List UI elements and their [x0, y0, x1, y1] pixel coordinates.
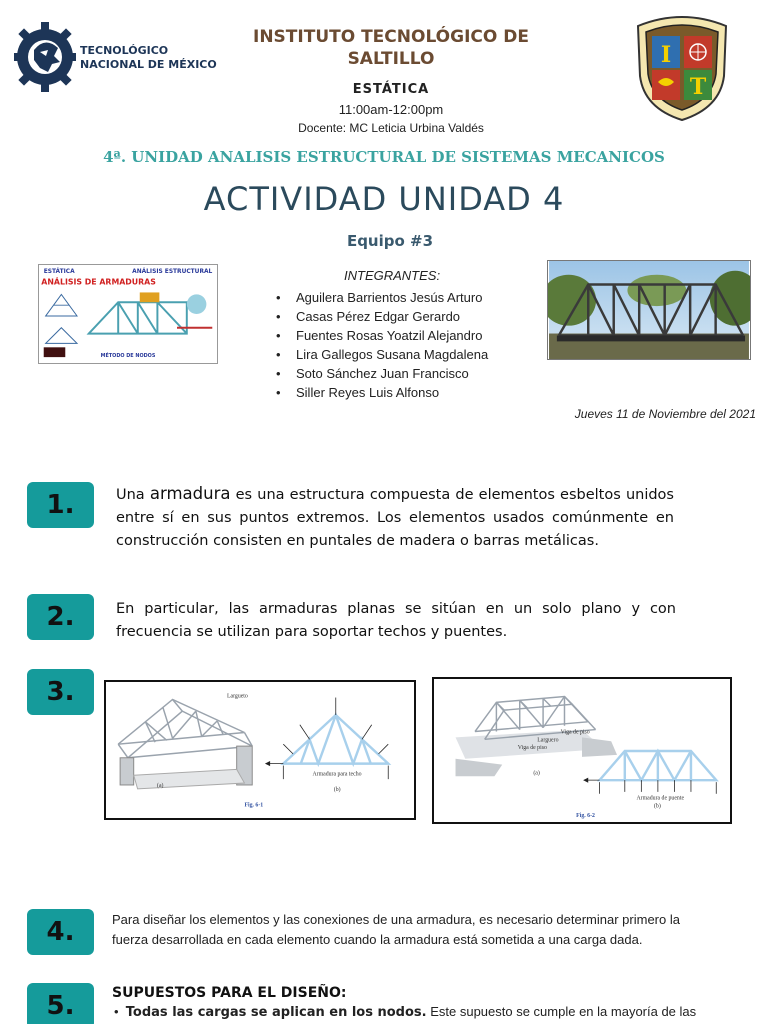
thumb-title: ANÁLISIS DE ARMADURAS [41, 277, 156, 287]
bridge-truss-figure [432, 677, 732, 824]
tecnm-text-line1: TECNOLÓGICO [80, 44, 169, 57]
activity-title: ACTIVIDAD UNIDAD 4 [203, 180, 565, 218]
crest-letter-i: I [660, 42, 672, 68]
fig-a-label-top: Largueto [226, 693, 248, 700]
fig-a-label-caption: Armadura para techo [312, 771, 362, 778]
itsaltillo-crest-icon [628, 12, 736, 124]
members-list [276, 288, 546, 402]
team-name: Equipo #3 [346, 232, 434, 250]
fig-a-label-b: (b) [333, 786, 341, 793]
assumption-1-bold: Todas las cargas se aplican en los nodos. [125, 1005, 427, 1020]
design-forces-paragraph: Para diseñar los elementos y las conexiones de una armadura, es necesario determinar primero la fuerza desarrollada en cada elemento cuando la armadura está sometida a una carga dada. [112, 912, 680, 947]
fig-b-label-b: (b) [653, 803, 661, 810]
thumb-footer: MÉTODO DE NODOS [100, 353, 156, 360]
institute-title-line1: INSTITUTO TECNOLÓGICO DE [253, 27, 529, 47]
fig-a-number: Fig. 6-1 [244, 802, 264, 809]
section-number-badge: 1. [27, 482, 94, 528]
course-name: ESTÁTICA [352, 82, 430, 97]
fig-b-number: Fig. 6-2 [576, 813, 595, 820]
member-item: • Fuentes Rosas Yoatzil Alejandro [276, 326, 546, 345]
fig-b-label-1: Viga de piso [560, 729, 590, 736]
institute-title [226, 26, 556, 70]
roof-truss-figure [104, 680, 416, 820]
section-number-badge: 4. [27, 909, 94, 955]
section-number-badge: 2. [27, 594, 94, 640]
fig-b-label-a: (a) [533, 770, 540, 777]
member-item: • Casas Pérez Edgar Gerardo [276, 307, 546, 326]
fig-b-label-caption: Armadura de puente [636, 795, 685, 802]
thumb-top-right: ANÁLISIS ESTRUCTURAL [132, 268, 213, 275]
planar-truss-paragraph: En particular, las armaduras planas se sitúan en un solo plano y con frecuencia se utilizan para soportar techos y puentes. [116, 601, 676, 640]
design-assumptions-title: SUPUESTOS PARA EL DISEÑO: [112, 985, 347, 1001]
section-number-badge: 5. [27, 983, 94, 1024]
design-assumption-item [114, 1004, 754, 1020]
institute-title-line2: SALTILLO [347, 49, 435, 69]
fig-b-label-2: Larguero [537, 737, 559, 744]
fig-b-label-3: Viga de piso [517, 745, 547, 752]
tecnm-text-line2: NACIONAL DE MÉXICO [80, 58, 217, 71]
unit-title: 4ª. UNIDAD ANALISIS ESTRUCTURAL DE SISTEMAS MECANICOS [103, 148, 665, 166]
member-item: • Siller Reyes Luis Alfonso [276, 383, 546, 402]
para-1-keyword: armadura [149, 484, 231, 503]
member-item: • Lira Gallegos Susana Magdalena [276, 345, 546, 364]
bullet-icon: • [114, 1004, 126, 1019]
assumption-1-rest: Este supuesto se cumple en la mayoría de las [426, 1004, 697, 1019]
truss-definition-paragraph [116, 482, 674, 553]
truss-analysis-thumbnail [38, 264, 218, 364]
thumb-top-left: ESTÁTICA [43, 268, 75, 275]
crest-letter-t: T [689, 74, 707, 100]
tecnm-logo [14, 12, 76, 102]
section-number-badge: 3. [27, 669, 94, 715]
truss-bridge-photo [547, 260, 751, 360]
fig-a-label-a: (a) [157, 782, 164, 789]
teacher-name: Docente: MC Leticia Urbina Valdés [298, 121, 484, 135]
document-date: Jueves 11 de Noviembre del 2021 [574, 407, 756, 421]
tecnm-wordmark [80, 44, 220, 72]
para-1-start: Una [116, 487, 150, 503]
member-item: • Aguilera Barrientos Jesús Arturo [276, 288, 546, 307]
course-schedule: 11:00am-12:00pm [338, 102, 444, 117]
members-label: INTEGRANTES: [344, 268, 441, 283]
para-1-rest: es una estructura compuesta de elementos esbeltos unidos entre sí en sus puntos extremos. Los elementos usados comúnmente en construcción consisten en puntales de madera o barras metálicas. [116, 487, 674, 549]
member-item: • Soto Sánchez Juan Francisco [276, 364, 546, 383]
